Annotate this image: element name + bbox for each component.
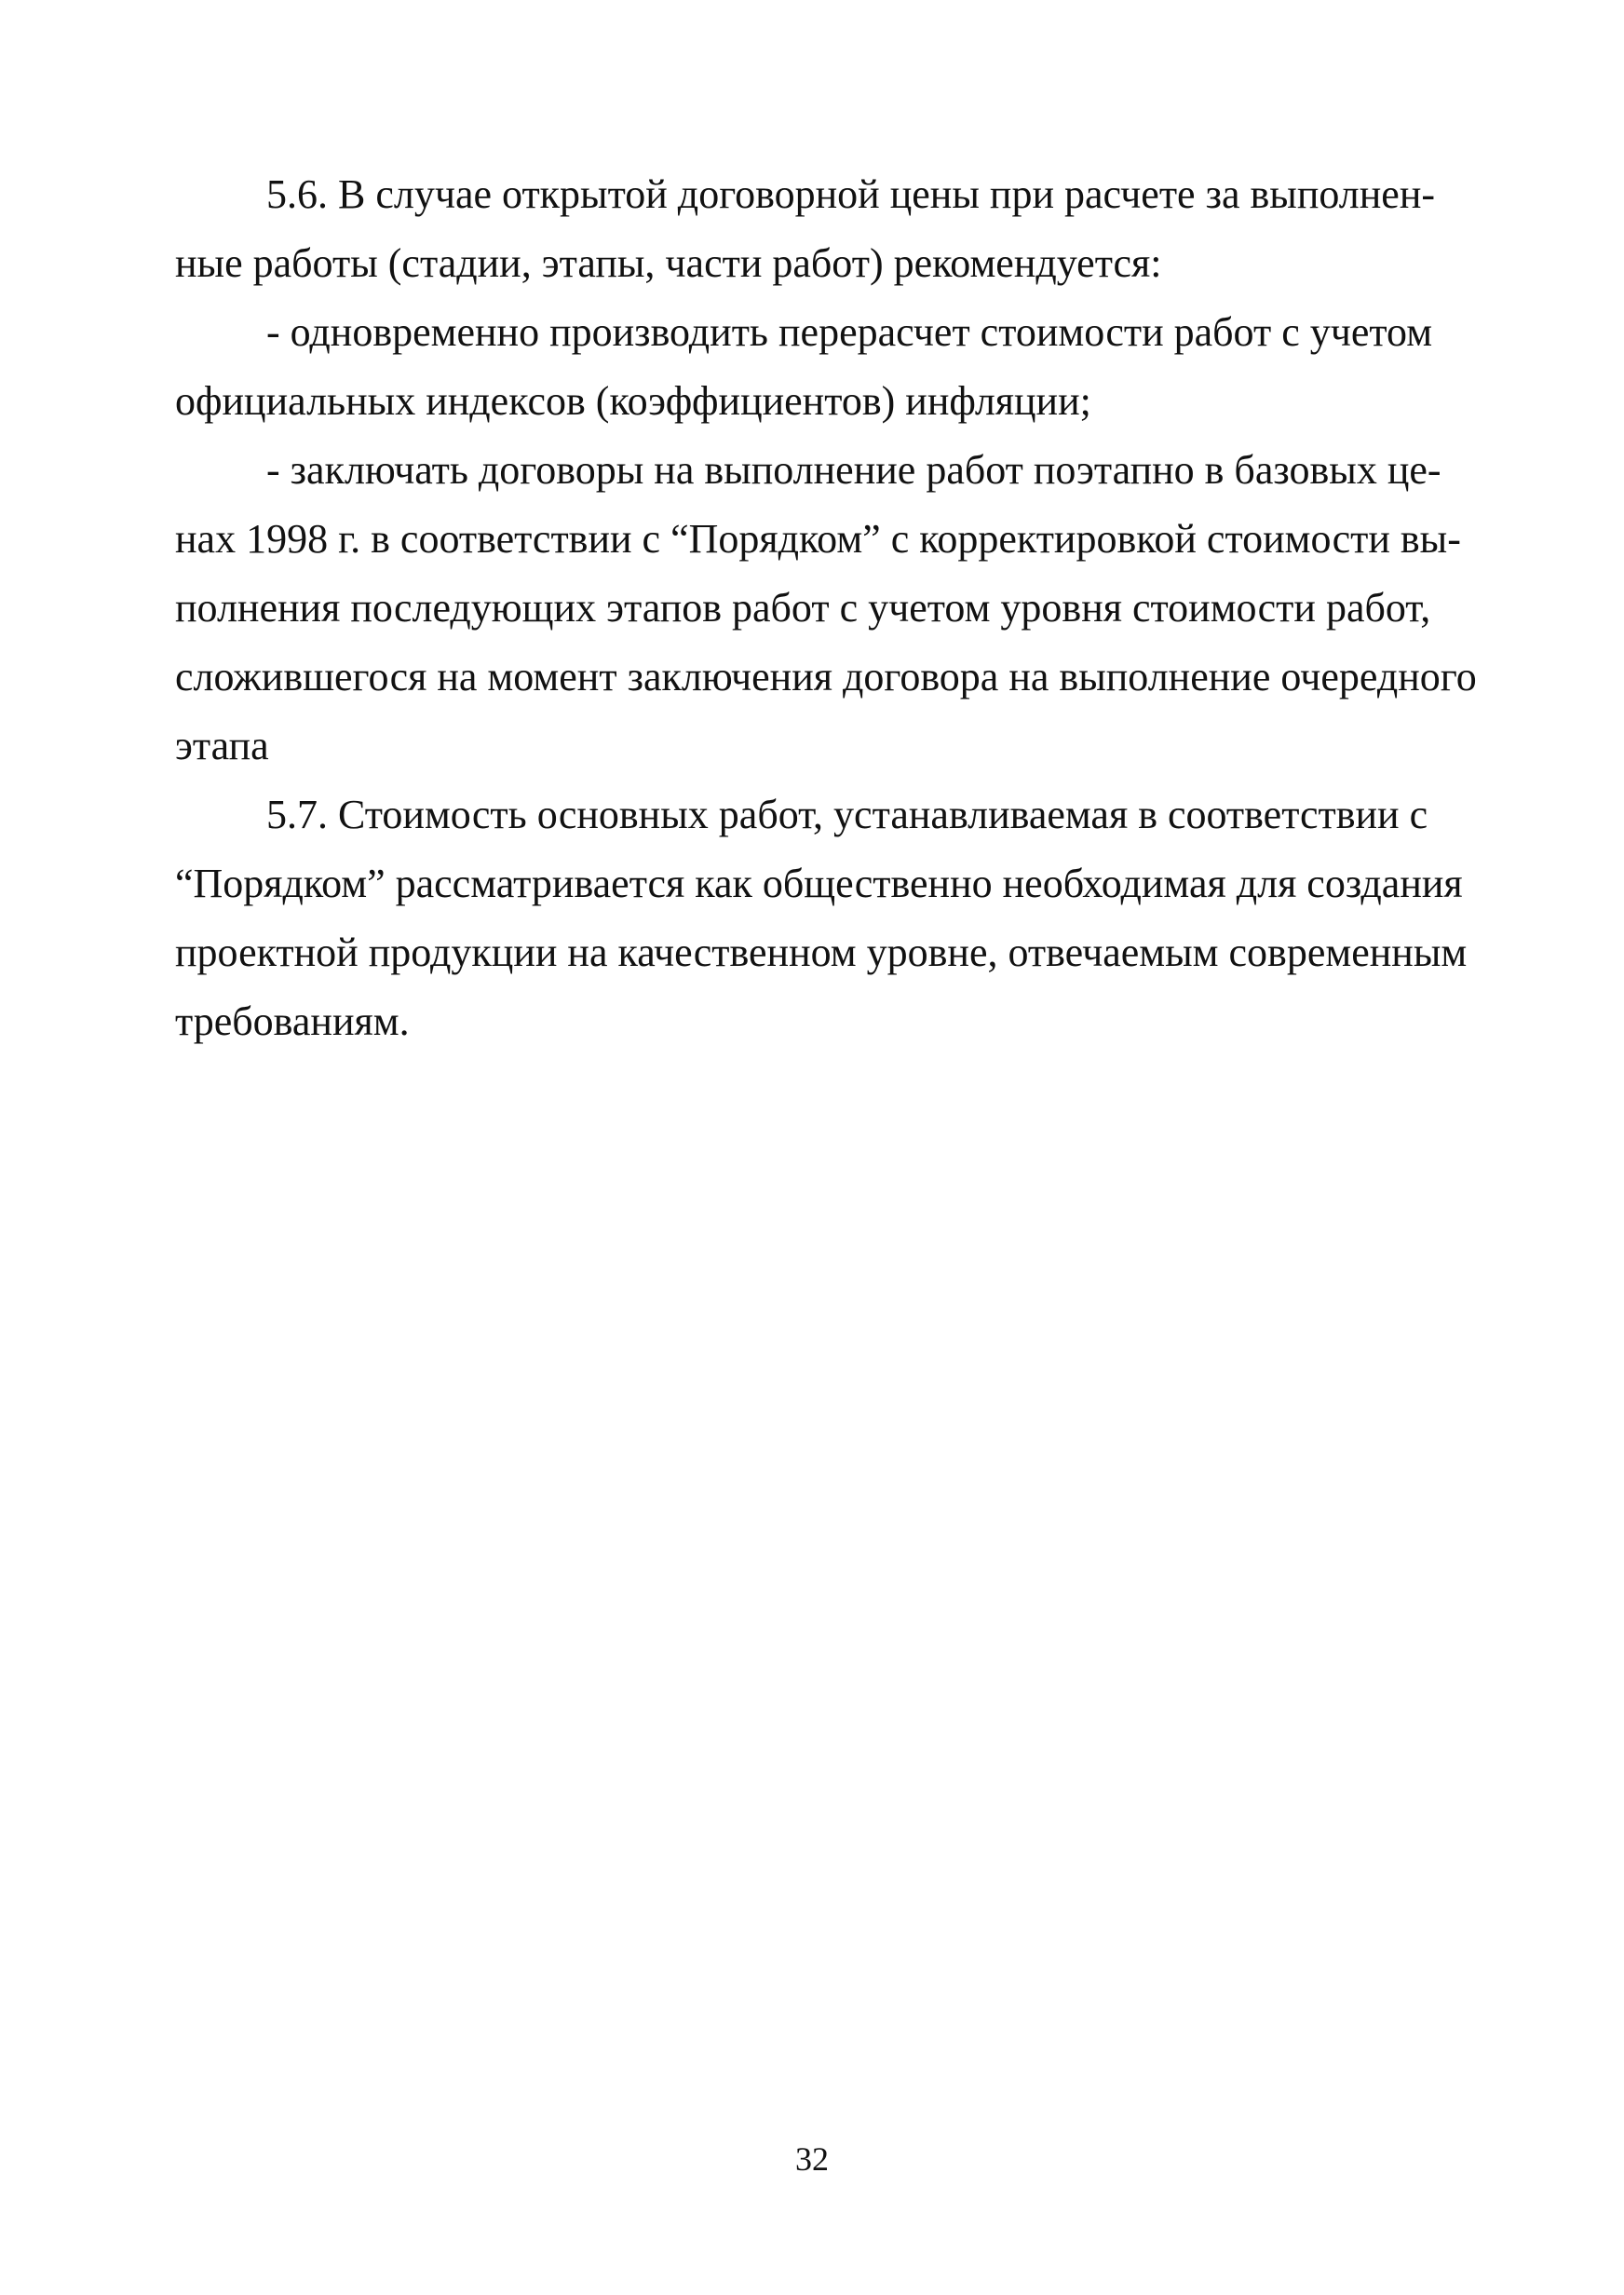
paragraph-line: требованиям. [175, 998, 410, 1044]
list-item-recalculation [175, 298, 1433, 436]
paragraph-line: сложившегося на момент заключения договора на выполнение очередного [175, 654, 1477, 699]
paragraph-line: нах 1998 г. в соответствии с “Порядком” с корректировкой стоимости вы- [175, 516, 1461, 562]
paragraph-line: “Порядком” рассматривается как общественно необходимая для создания [175, 861, 1463, 906]
paragraph-line: 5.6. В случае открытой договорной цены при расчете за выполнен- [266, 171, 1436, 217]
body-text [175, 160, 1477, 1056]
paragraph-line: ные работы (стадии, этапы, части работ) рекомендуется: [175, 240, 1162, 286]
paragraph-5-7 [175, 781, 1468, 1056]
paragraph-line: официальных индексов (коэффициентов) инфляции; [175, 378, 1091, 424]
paragraph-line: 5.7. Стоимость основных работ, устанавливаемая в соответствии с [266, 792, 1428, 837]
paragraph-5-6 [175, 160, 1436, 298]
list-item-contracts [175, 436, 1477, 781]
paragraph-line: - одновременно производить перерасчет стоимости работ с учетом [266, 309, 1433, 355]
page-number: 32 [795, 2140, 829, 2178]
paragraph-line: - заключать договоры на выполнение работ поэтапно в базовых це- [266, 447, 1441, 493]
paragraph-line: этапа [175, 723, 269, 768]
paragraph-line: полнения последующих этапов работ с учетом уровня стоимости работ, [175, 585, 1431, 631]
paragraph-line: проектной продукции на качественном уровне, отвечаемым современным [175, 930, 1468, 975]
